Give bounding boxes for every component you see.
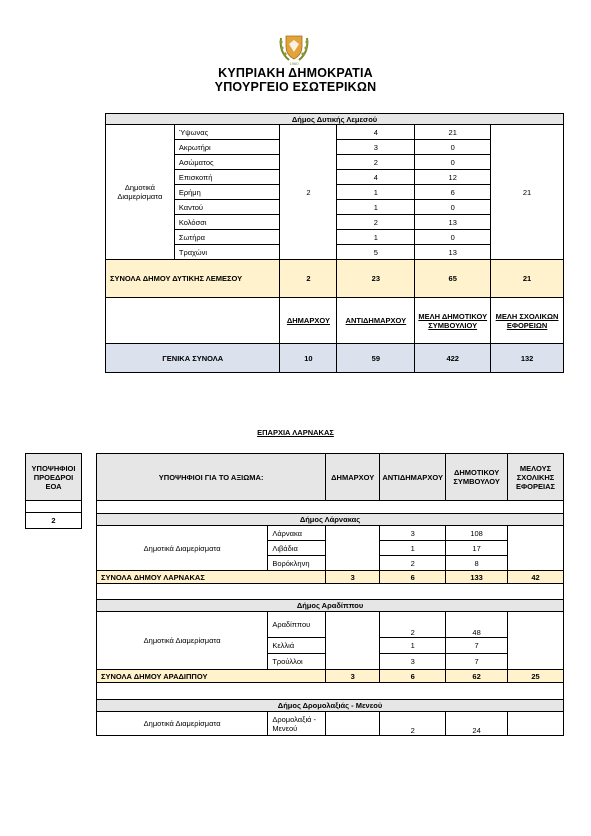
row-label: Δημοτικά Διαμερίσματα (97, 526, 268, 571)
member-count: 48 (446, 612, 508, 638)
west-limassol-table (105, 113, 564, 373)
list-item: Σωτήρα (174, 230, 280, 245)
total-mayor: 3 (326, 571, 380, 584)
general-header-members: ΜΕΛΗ ΔΗΜΟΤΙΚΟΥ ΣΥΜΒΟΥΛΙΟΥ (415, 298, 491, 344)
deputy-count: 3 (337, 140, 415, 155)
general-school: 132 (491, 344, 564, 373)
header-title: ΚΥΠΡΙΑΚΗ ΔΗΜΟΚΡΑΤΙΑ (218, 66, 373, 80)
deputy-count: 5 (337, 245, 415, 260)
member-count: 0 (415, 200, 491, 215)
general-header-deputy: ΑΝΤΙΔΗΜΑΡΧΟΥ (337, 298, 415, 344)
candidate-presidents-header: ΥΠΟΨΗΦΙΟΙ ΠΡΟΕΔΡΟΙ ΕΟΑ (26, 454, 82, 501)
deputy-count: 1 (380, 541, 446, 556)
row-label: Δημοτικά Διαμερίσματα (97, 712, 268, 736)
member-count: 13 (415, 215, 491, 230)
deputy-count: 3 (380, 654, 446, 670)
total-school: 42 (508, 571, 564, 584)
deputy-count: 2 (380, 612, 446, 638)
member-count: 12 (415, 170, 491, 185)
deputy-count: 2 (337, 215, 415, 230)
deputy-count: 2 (337, 155, 415, 170)
list-item: Τρούλλοι (268, 654, 326, 670)
general-header-school: ΜΕΛΗ ΣΧΟΛΙΚΩΝ ΕΦΟΡΕΙΩΝ (491, 298, 564, 344)
district-title: ΕΠΑΡΧΙΑ ΛΑΡΝΑΚΑΣ (257, 428, 334, 437)
deputy-count: 2 (380, 556, 446, 571)
general-deputy: 59 (337, 344, 415, 373)
larnaca-table (96, 453, 564, 736)
member-count: 24 (446, 712, 508, 736)
member-count: 13 (415, 245, 491, 260)
school-count: 21 (491, 125, 564, 260)
list-item: Δρομολαξιά - Μενεού (268, 712, 326, 736)
total-mayor: 2 (280, 260, 337, 298)
header-candidates: ΥΠΟΨΗΦΙΟΙ ΓΙΑ ΤΟ ΑΞΙΩΜΑ: (97, 454, 326, 501)
header-members: ΔΗΜΟΤΙΚΟΥ ΣΥΜΒΟΥΛΟΥ (446, 454, 508, 501)
general-header-mayor: ΔΗΜΑΡΧΟΥ (280, 298, 337, 344)
municipality-title: Δήμος Δρομολαξιάς - Μενεού (97, 700, 564, 712)
total-deputy: 6 (380, 571, 446, 584)
list-item: Λιβάδια (268, 541, 326, 556)
candidate-presidents-count: 2 (26, 513, 82, 529)
header-deputy: ΑΝΤΙΔΗΜΑΡΧΟΥ (380, 454, 446, 501)
total-label: ΣΥΝΟΛΑ ΔΗΜΟΥ ΑΡΑΔΙΠΠΟΥ (97, 670, 326, 683)
mayor-count: 2 (280, 125, 337, 260)
total-deputy: 6 (380, 670, 446, 683)
deputy-count: 4 (337, 170, 415, 185)
member-count: 6 (415, 185, 491, 200)
total-mayor: 3 (326, 670, 380, 683)
deputy-count: 1 (380, 638, 446, 654)
list-item: Επισκοπή (174, 170, 280, 185)
total-members: 65 (415, 260, 491, 298)
member-count: 108 (446, 526, 508, 541)
list-item: Λάρνακα (268, 526, 326, 541)
list-item: Ύψωνας (174, 125, 280, 140)
list-item: Βορόκληνη (268, 556, 326, 571)
general-mayor: 10 (280, 344, 337, 373)
candidate-presidents-box (25, 453, 82, 529)
member-count: 0 (415, 155, 491, 170)
list-item: Κολόσσι (174, 215, 280, 230)
list-item: Ασώματος (174, 155, 280, 170)
header-school: ΜΕΛΟΥΣ ΣΧΟΛΙΚΗΣ ΕΦΟΡΕΙΑΣ (508, 454, 564, 501)
row-label: Δημοτικά Διαμερίσματα (97, 612, 268, 670)
municipality-title: Δήμος Δυτικής Λεμεσού (106, 114, 564, 125)
member-count: 17 (446, 541, 508, 556)
list-item: Αραδίππου (268, 612, 326, 638)
list-item: Ακρωτήρι (174, 140, 280, 155)
deputy-count: 3 (380, 526, 446, 541)
total-label: ΣΥΝΟΛΑ ΔΗΜΟΥ ΔΥΤΙΚΗΣ ΛΕΜΕΣΟΥ (106, 260, 280, 298)
member-count: 8 (446, 556, 508, 571)
total-members: 62 (446, 670, 508, 683)
deputy-count: 1 (337, 230, 415, 245)
list-item: Τραχώνι (174, 245, 280, 260)
list-item: Κελλιά (268, 638, 326, 654)
member-count: 7 (446, 654, 508, 670)
header-subtitle: ΥΠΟΥΡΓΕΙΟ ΕΣΩΤΕΡΙΚΩΝ (214, 80, 377, 94)
deputy-count: 1 (337, 185, 415, 200)
general-totals-label: ΓΕΝΙΚΑ ΣΥΝΟΛΑ (106, 344, 280, 373)
general-members: 422 (415, 344, 491, 373)
municipality-title: Δήμος Λάρνακας (97, 514, 564, 526)
deputy-count: 2 (380, 712, 446, 736)
list-item: Ερήμη (174, 185, 280, 200)
svg-text:1960: 1960 (289, 61, 299, 66)
row-label: Δημοτικά Διαμερίσματα (106, 125, 175, 260)
total-school: 21 (491, 260, 564, 298)
total-school: 25 (508, 670, 564, 683)
deputy-count: 4 (337, 125, 415, 140)
member-count: 0 (415, 140, 491, 155)
total-label: ΣΥΝΟΛΑ ΔΗΜΟΥ ΛΑΡΝΑΚΑΣ (97, 571, 326, 584)
member-count: 0 (415, 230, 491, 245)
member-count: 7 (446, 638, 508, 654)
total-members: 133 (446, 571, 508, 584)
deputy-count: 1 (337, 200, 415, 215)
member-count: 21 (415, 125, 491, 140)
total-deputy: 23 (337, 260, 415, 298)
cyprus-coat-of-arms-icon (277, 30, 311, 66)
municipality-title: Δήμος Αραδίππου (97, 600, 564, 612)
header-mayor: ΔΗΜΑΡΧΟΥ (326, 454, 380, 501)
list-item: Καντού (174, 200, 280, 215)
